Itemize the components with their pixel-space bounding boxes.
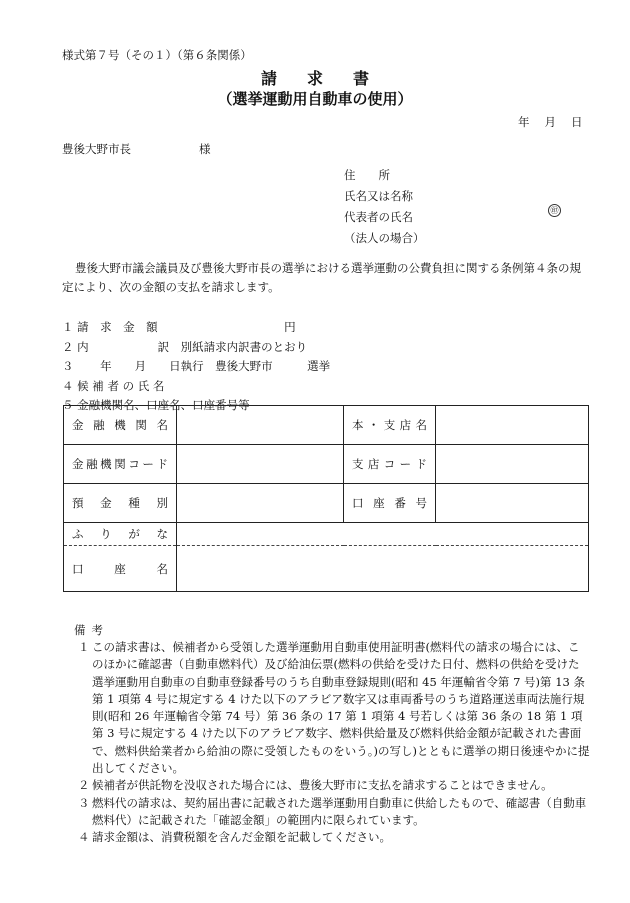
seal-icon: ㊞: [548, 204, 561, 217]
list-item: [62, 829, 590, 846]
item-election-date: ３ 年 月 日執行 豊後大野市 選挙: [62, 359, 331, 373]
applicant-address-label: 住 所: [344, 168, 390, 182]
note-text: 請求金額は、消費税額を含んだ金額を記載してください。: [92, 830, 391, 845]
bank-info-table: [63, 405, 589, 592]
account-number-field[interactable]: [436, 484, 589, 523]
furigana-field[interactable]: [177, 523, 589, 546]
date-day: 日: [571, 115, 584, 129]
page-subtitle: （選挙運動用自動車の使用）: [217, 90, 413, 108]
branch-code-field[interactable]: [436, 445, 589, 484]
branch-name-label: 本・支店名: [344, 406, 436, 445]
note-text: 候補者が供託物を没収された場合には、豊後大野市に支払を請求することはできません。: [92, 778, 553, 793]
list-item: [62, 639, 590, 777]
applicant-name-label: 氏名又は名称: [344, 189, 413, 203]
item-amount: １ 請 求 金 額 円: [62, 320, 296, 334]
form-number: 様式第７号（その１）（第６条関係）: [62, 48, 252, 62]
account-name-label: 口座名: [64, 546, 177, 592]
addressee-name: 豊後大野市長: [62, 142, 131, 156]
branch-name-field[interactable]: [436, 406, 589, 445]
note-text: この請求書は、候補者から受領した選挙運動用自動車使用証明書(燃料代の請求の場合には、このほかに確認書（自動車燃料代）及び給油伝票(燃料の供給を受けた日付、燃料の供給を受けた選挙運動用自動車の自動車登録番号のうち自動車登録規則(昭和 45 年運輸省令第 7 号)第 13 条第 1 項第 4 号に規定する 4 けた以下のアラビア数字又は車両番号のうち道路運送車両法施行規則(昭和 26 年運輸省令第 74 号）第 36 条の 17 第 1 項第 4 号若しくは第 36 条の 18 第 1 項第 3 号に規定する 4 けた以下のアラビア数字、燃料供給量及び燃料供給金額が記載された書面で、燃料供給業者から給油の際に受領したものをいう。)の写し)とともに選挙の期日後速やかに提出してください。: [92, 640, 590, 776]
deposit-type-label: 預金種別: [64, 484, 177, 523]
addressee: [62, 141, 211, 157]
request-body-text: 豊後大野市議会議員及び豊後大野市長の選挙における選挙運動の公費負担に関する条例第４条の規定により、次の金額の支払を請求します。: [62, 261, 581, 294]
bank-code-label: 金融機関コード: [64, 445, 177, 484]
applicant-block: [344, 165, 425, 249]
account-number-label: 口座番号: [344, 484, 436, 523]
applicant-corporate-note: （法人の場合）: [344, 231, 425, 245]
table-row: [64, 484, 589, 523]
note-number: ３: [78, 795, 90, 810]
account-name-field[interactable]: [177, 546, 589, 592]
date-line: [518, 114, 584, 130]
furigana-label: ふりがな: [64, 523, 177, 546]
note-number: １: [78, 640, 90, 654]
table-row: [64, 445, 589, 484]
page-title: 請求書: [260, 69, 399, 88]
notes-list: [62, 639, 590, 847]
table-row: [64, 523, 589, 546]
list-item: [62, 795, 590, 830]
bank-name-label: 金融機関名: [64, 406, 177, 445]
bank-name-field[interactable]: [177, 406, 344, 445]
table-row: [64, 406, 589, 445]
bank-code-field[interactable]: [177, 445, 344, 484]
request-items: [62, 318, 330, 416]
table-row: [64, 546, 589, 592]
note-text: 燃料代の請求は、契約届出書に記載された選挙運動用自動車に供給したもので、確認書（自動車燃料代）に記載された「確認金額」の範囲内に限られています。: [92, 795, 587, 827]
addressee-honorific: 様: [199, 142, 211, 156]
item-candidate-name: ４ 候 補 者 の 氏 名: [62, 378, 165, 393]
date-month: 月: [544, 115, 557, 129]
note-number: ４: [78, 830, 90, 845]
branch-code-label: 支店コード: [344, 445, 436, 484]
deposit-type-field[interactable]: [177, 484, 344, 523]
notes-heading: 備考: [74, 623, 109, 637]
item-breakdown: ２ 内 訳 別紙請求内訳書のとおり: [62, 339, 308, 354]
list-item: [62, 777, 590, 794]
date-year: 年: [518, 115, 531, 129]
note-number: ２: [78, 778, 90, 793]
item-bank-info: ５ 金融機関名、口座名、口座番号等: [62, 398, 250, 412]
applicant-representative-label: 代表者の氏名: [344, 210, 413, 224]
